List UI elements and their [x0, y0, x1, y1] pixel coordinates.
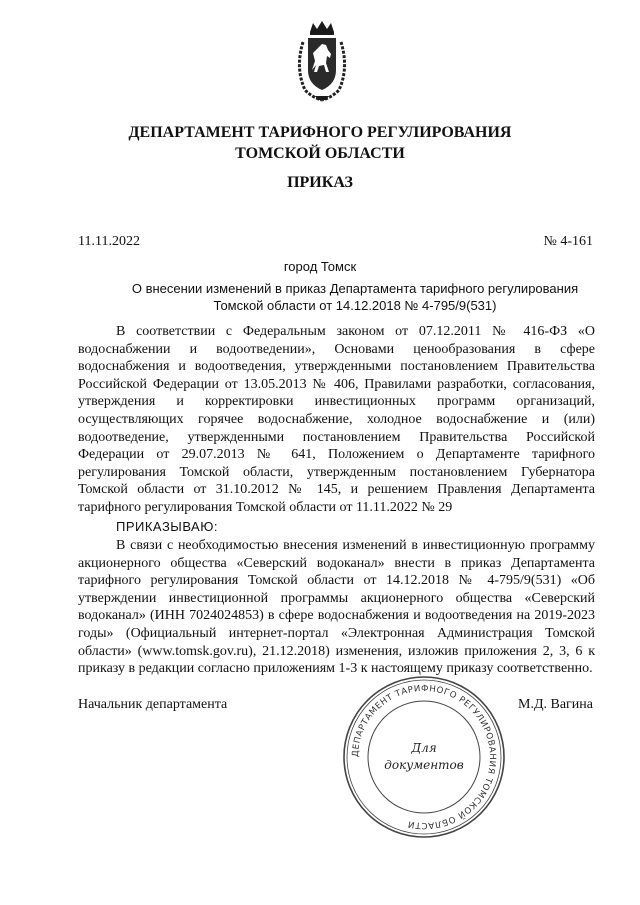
document-type: ПРИКАЗ [287, 174, 353, 191]
stamp-center-line2: документов [384, 758, 464, 772]
department-title [0, 122, 640, 164]
subject-line2: Томской области от 14.12.2018 № 4-795/9(531) [213, 298, 497, 313]
signatory-role: Начальник департамента [78, 697, 228, 712]
order-subject [125, 280, 585, 314]
city: город Томск [283, 259, 357, 274]
order-number: № 4-161 [543, 234, 593, 249]
order-word: ПРИКАЗЫВАЮ: [116, 519, 218, 534]
coat-of-arms-emblem [293, 20, 351, 102]
preamble-paragraph: В соответствии с Федеральным законом от 07.12.2011 № 416-ФЗ «О водоснабжении и водоотведении», Основами ценообразования в сфере водоснабжения и водоотведения, утвержденными постановлением Правительства Российской Федерации от 13.05.2013 № 406, Правилами разработки, согласования, утверждения и корректировки инвестиционных программ организаций, осуществляющих горячее водоснабжение, холодное водоснабжение и (или) водоотведение, утвержденными постановлением Правительства Российской Федерации от 29.07.2013 № 641, Положением о Департаменте тарифного регулирования Томской области, утвержденным постановлением Губернатора Томской области от 31.10.2012 № 145, и решением Правления Департамента тарифного регулирования Томской области от 11.11.2022 № 29 [78, 324, 595, 515]
signatory-name: М.Д. Вагина [518, 697, 593, 712]
official-stamp [339, 672, 509, 842]
order-date: 11.11.2022 [78, 234, 140, 249]
stamp-center-line1: Для [411, 741, 437, 755]
department-title-line2: ТОМСКОЙ ОБЛАСТИ [235, 145, 405, 162]
stamp-ring-text: ДЕПАРТАМЕНТ ТАРИФНОГО РЕГУЛИРОВАНИЯ ТОМСКОЙ ОБЛАСТИ [350, 683, 498, 831]
subject-line1: О внесении изменений в приказ Департамента тарифного регулирования [131, 281, 579, 296]
order-paragraph: В связи с необходимостью внесения изменений в инвестиционную программу акционерного общества «Северский водоканал» внести в приказ Департамента тарифного регулирования Томской области от 14.12.2018 № 4-795/9(531) «Об утверждении инвестиционной программы акционерного общества «Северский водоканал» (ИНН 7024024853) в сфере водоснабжения и водоотведения на 2019-2023 годы» (Официальный интернет-портал «Электронная Администрация Томской области» (www.tomsk.gov.ru), 21.12.2018) изменения, изложив приложения 2, 3, 6 к приказу в редакции согласно приложениям 1-3 к настоящему приказу соответственно. [78, 538, 595, 677]
department-title-line1: ДЕПАРТАМЕНТ ТАРИФНОГО РЕГУЛИРОВАНИЯ [128, 124, 512, 141]
